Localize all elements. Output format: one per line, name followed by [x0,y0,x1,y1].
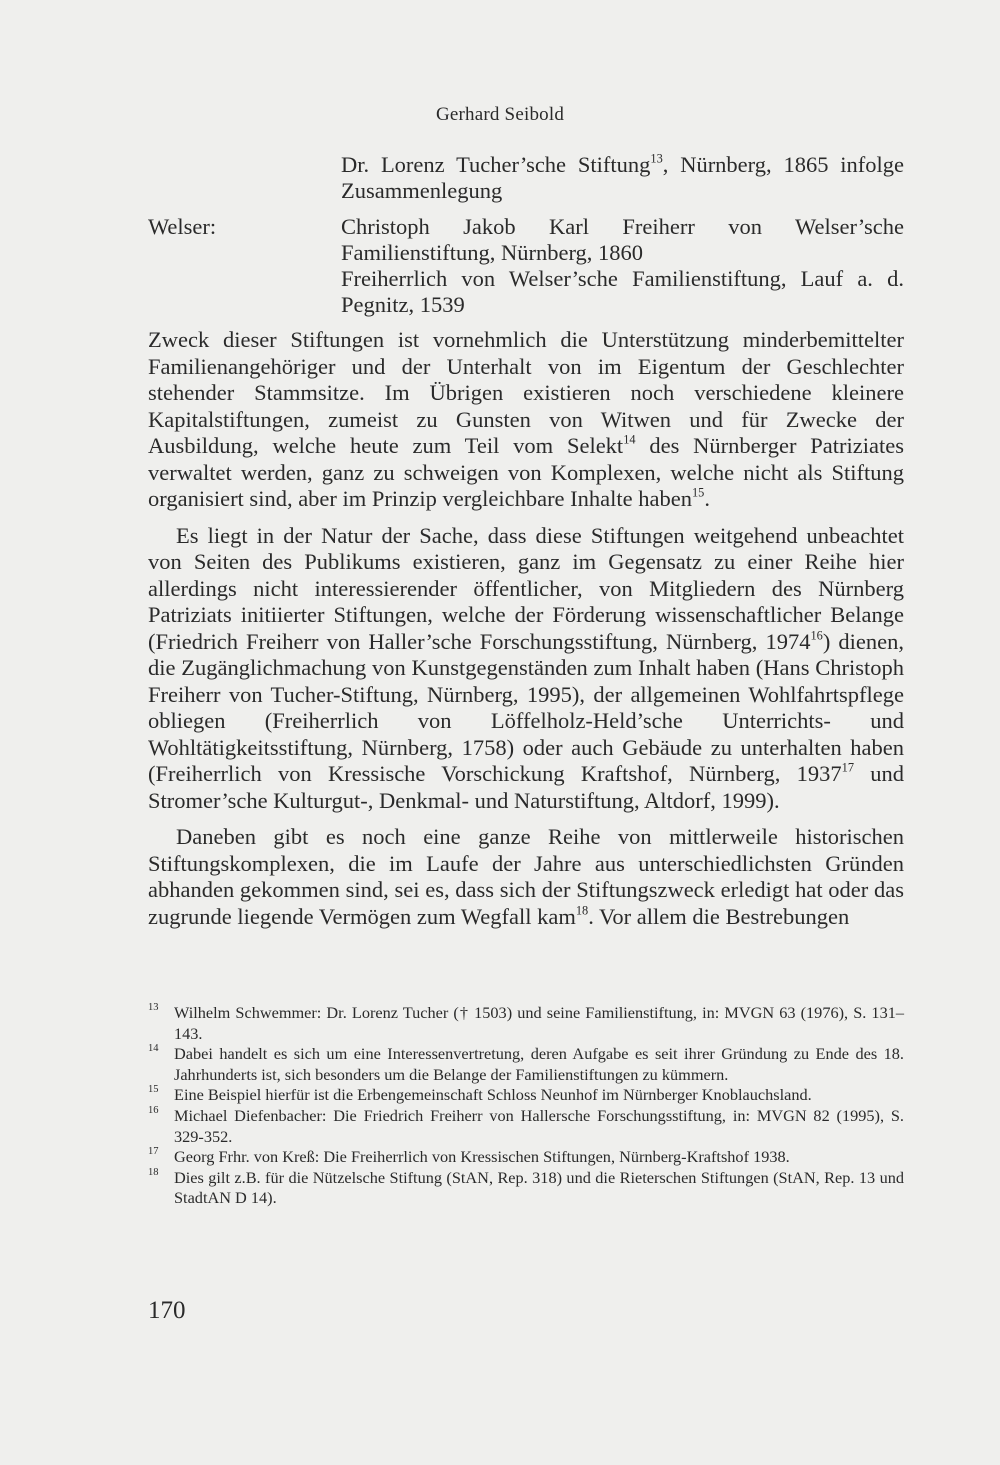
footnote [148,1085,904,1106]
footnote-number: 15 [148,1084,159,1096]
footnote-text: Georg Frhr. von Kreß: Die Freiherrlich von Kressischen Stiftungen, Nürnberg-Kraftshof 1938. [174,1147,790,1167]
footnote-ref: 15 [692,485,705,500]
footnote-ref: 14 [623,432,636,447]
footnote-text: Dabei handelt es sich um eine Interessenvertretung, deren Aufgabe es seit ihrer Gründung zu Ende des 18. Jahrhunderts ist, sich besonders um die Belange der Familienstiftungen zu kümmern. [174,1044,904,1084]
footnote-text: Michael Diefenbacher: Die Friedrich Freiherr von Hallersche Forschungsstiftung, in: MVGN 82 (1995), S. 329-352. [174,1105,904,1146]
footnote-ref: 13 [650,151,663,166]
footnote-number: 14 [148,1043,159,1055]
foundation-lines [341,152,904,204]
body-text [148,327,904,930]
footnote-number: 17 [148,1146,159,1158]
footnote-ref: 17 [841,760,854,775]
footnote [148,1147,904,1168]
foundation-lines [341,214,904,318]
foundation-label: Welser: [148,214,217,239]
footnote-number: 16 [148,1104,159,1116]
paragraph-1: Zweck dieser Stiftungen ist vornehmlich die Unterstützung minderbemittelter Familienangehöriger und der Unterhalt von im Eigentum der Geschlechter stehender Stammsitze. Im Übrigen existieren noch verschiedene kleinere Kapitalstiftungen, zumeist zu Gunsten von Witwen und für Zwecke der Ausbildung, welche heute zum Teil vom Selekt$^{14}$ des Nürnberger Patriziates verwaltet werden, ganz zu schweigen von Komplexen, welche nicht als Stiftung organisiert sind, aber im Prinzip vergleichbare Inhalte haben$^{15}$. [148,327,904,511]
foundation-line: , Nürnberg, 1865 infolge Zusammenlegung [341,152,904,203]
footnote-text: Wilhelm Schwemmer: Dr. Lorenz Tucher († 1503) und seine Familienstiftung, in: MVGN 63 (1976), S. 131–143. [174,1003,904,1043]
footnotes [148,1003,904,1209]
footnote-number: 13 [148,1002,159,1013]
paragraph-2: Es liegt in der Natur der Sache, dass diese Stiftungen weitgehend unbeachtet von Seiten des Publikums existieren, ganz im Gegensatz zu einer Reihe hier allerdings nicht interessierender öffentlicher, von Mitgliedern des Nürnberg Patriziats initiierter Stiftungen, welche der Förderung wissenschaftlicher Belange (Friedrich Freiherr von Haller’sche Forschungsstiftung, Nürnberg, 1974$^{16}$) dienen, die Zugänglichmachung von Kunstgegenständen zum Inhalt haben (Hans Christoph Freiherr von Tucher-Stiftung, Nürnberg, 1995), der allgemeinen Wohlfahrtspflege obliegen (Freiherrlich von Löffelholz-Held’sche Unterrichts- und Wohltätigkeitsstiftung, Nürnberg, 1758) oder auch Gebäude zu unterhalten haben (Freiherrlich von Kressische Vorschickung Kraftshof, Nürnberg, 1937$^{17}$ und Stromer’sche Kulturgut-, Denkmal- und Naturstiftung, Altdorf, 1999). [148,522,905,813]
footnote-text: Dies gilt z.B. für die Nützelsche Stiftung (StAN, Rep. 318) und die Rieterschen Stiftungen (StAN, Rep. 13 und StadtAN D 14). [174,1167,904,1208]
foundation-entry-welser [148,214,904,318]
footnote [148,1044,904,1085]
paragraph-3: Daneben gibt es noch eine ganze Reihe von mittlerweile historischen Stiftungskomplexen, die im Laufe der Jahre aus unterschiedlichsten Gründen abhanden gekommen sind, sei es, dass sich der Stiftungszweck erledigt hat oder das zugrunde liegende Vermögen zum Wegfall kam$^{18}$. Vor allem die Bestrebungen [148,824,904,929]
page-number: 170 [148,1297,186,1324]
footnote-number: 18 [148,1166,159,1178]
foundation-line: Dr. Lorenz Tucher’sche Stiftung [341,152,651,177]
foundation-line: Freiherrlich von Welser’sche Familienstiftung, Lauf a. d. Pegnitz, 1539 [341,266,904,317]
foundation-entry-tucher [148,152,904,204]
footnote [148,1106,904,1147]
footnote-ref: 16 [810,628,823,643]
running-head: Gerhard Seibold [435,104,565,125]
footnote-ref: 18 [575,903,589,918]
footnote [148,1003,904,1044]
footnote-text: Eine Beispiel hierfür ist die Erbengemeinschaft Schloss Neunhof im Nürnberger Knoblauchsland. [174,1085,812,1105]
footnote [148,1168,904,1209]
foundation-line: Christoph Jakob Karl Freiherr von Welser’sche Familienstiftung, Nürnberg, 1860 [341,214,904,265]
